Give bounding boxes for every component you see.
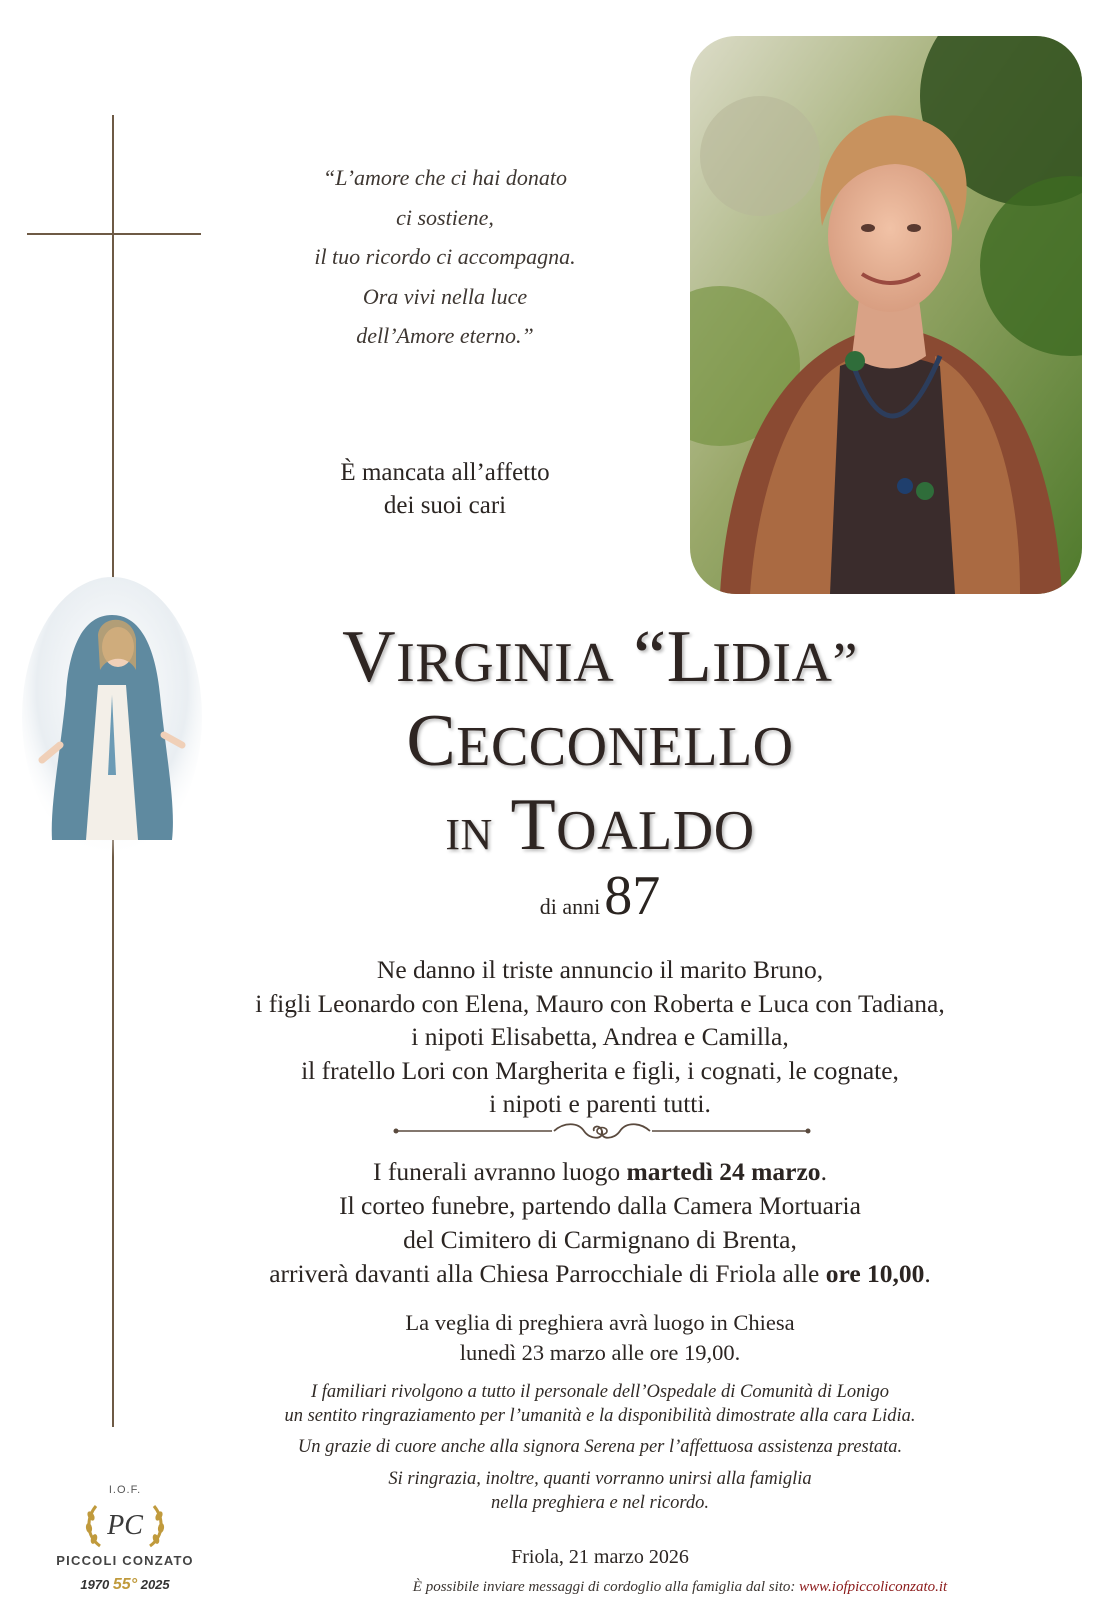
quote-line: “L’amore che ci hai donato	[322, 165, 567, 190]
thanks-line: Si ringrazia, inoltre, quanti vorranno unirsi alla famiglia	[388, 1469, 812, 1489]
thanks-hospital	[180, 1381, 1020, 1428]
madonna-image	[20, 575, 204, 859]
age-value: 87	[604, 865, 661, 927]
thanks-line: Un grazie di cuore anche alla signora Serena per l’affettuosa assistenza prestata.	[297, 1437, 903, 1457]
funeral-text: .	[924, 1259, 931, 1288]
funeral-text: arriverà davanti alla Chiesa Parrocchiale di Friola alle	[269, 1259, 826, 1288]
website-link[interactable]: www.iofpiccoliconzato.it	[799, 1579, 948, 1595]
company-logo	[20, 1478, 230, 1598]
thanks-general	[180, 1468, 1020, 1515]
vigil-line: lunedì 23 marzo alle ore 19,00.	[459, 1340, 741, 1365]
intro-line: È mancata all’affetto	[340, 459, 550, 486]
quote-line: ci sostiene,	[396, 204, 494, 230]
age	[400, 864, 800, 928]
intro-line: dei suoi cari	[383, 492, 507, 519]
funeral-text: .	[820, 1157, 827, 1186]
deceased-name	[200, 618, 1000, 874]
funeral-line-1	[180, 1155, 1020, 1189]
funeral-time: ore 10,00	[825, 1259, 925, 1288]
vigil-line: La veglia di preghiera avrà luogo in Chiesa	[405, 1310, 795, 1335]
funeral-line-3: del Cimitero di Carmignano di Brenta,	[403, 1225, 797, 1254]
quote-line: Ora vivi nella luce	[362, 283, 528, 309]
vigil-info	[300, 1308, 900, 1368]
logo-monogram: PC	[107, 1510, 143, 1541]
announcement-line: i nipoti Elisabetta, Andrea e Camilla,	[411, 1022, 789, 1051]
logo-years	[20, 1576, 230, 1594]
place-date: Friola, 21 marzo 2026	[511, 1546, 689, 1568]
announcement	[180, 953, 1020, 1121]
name-line-1: VIRGINIA “LIDIA”	[342, 616, 858, 698]
footer-text: È possibile inviare messaggi di cordoglio alla famiglia dal sito:	[412, 1579, 800, 1595]
funeral-line-2: Il corteo funebre, partendo dalla Camera Mortuaria	[339, 1191, 861, 1220]
funeral-text: I funerali avranno luogo	[373, 1157, 627, 1186]
thanks-line: I familiari rivolgono a tutto il personale dell’Ospedale di Comunità di Lonigo	[310, 1382, 890, 1402]
thanks-line: un sentito ringraziamento per l’umanità e la disponibilità dimostrate alla cara Lidia.	[284, 1405, 916, 1426]
logo-anniversary: 55°	[112, 1576, 138, 1593]
portrait-photo	[690, 36, 1082, 594]
ornamental-divider	[392, 1122, 812, 1140]
quote-line: il tuo ricordo ci accompagna.	[314, 244, 576, 269]
footer-note	[280, 1579, 1080, 1596]
thanks-serena	[180, 1436, 1020, 1460]
funeral-info	[180, 1155, 1020, 1291]
announcement-line: il fratello Lori con Margherita e figli, i cognati, le cognate,	[301, 1055, 899, 1085]
funeral-date: martedì 24 marzo	[626, 1157, 821, 1186]
name-line-2: CECCONELLO	[406, 700, 794, 782]
announcement-line: i nipoti e parenti tutti.	[489, 1089, 711, 1118]
intro-text	[250, 456, 640, 522]
memorial-quote	[250, 158, 640, 356]
cross-horizontal-bar	[27, 233, 201, 235]
announcement-line: i figli Leonardo con Elena, Mauro con Roberta e Luca con Tadiana,	[255, 988, 945, 1018]
funeral-line-4	[180, 1257, 1020, 1291]
logo-year-start: 1970	[80, 1577, 110, 1592]
logo-iof-text: I.O.F.	[108, 1484, 142, 1496]
name-line-3: IN TOALDO	[445, 784, 755, 866]
thanks-line: nella preghiera e nel ricordo.	[490, 1492, 710, 1513]
logo-year-end: 2025	[140, 1577, 170, 1592]
logo-company-name: PICCOLI CONZATO	[56, 1553, 194, 1568]
announcement-line: Ne danno il triste annuncio il marito Bruno,	[376, 955, 824, 984]
laurel-monogram-icon	[82, 1498, 168, 1552]
quote-line: dell’Amore eterno.”	[356, 323, 534, 348]
age-label: di anni	[539, 894, 601, 919]
